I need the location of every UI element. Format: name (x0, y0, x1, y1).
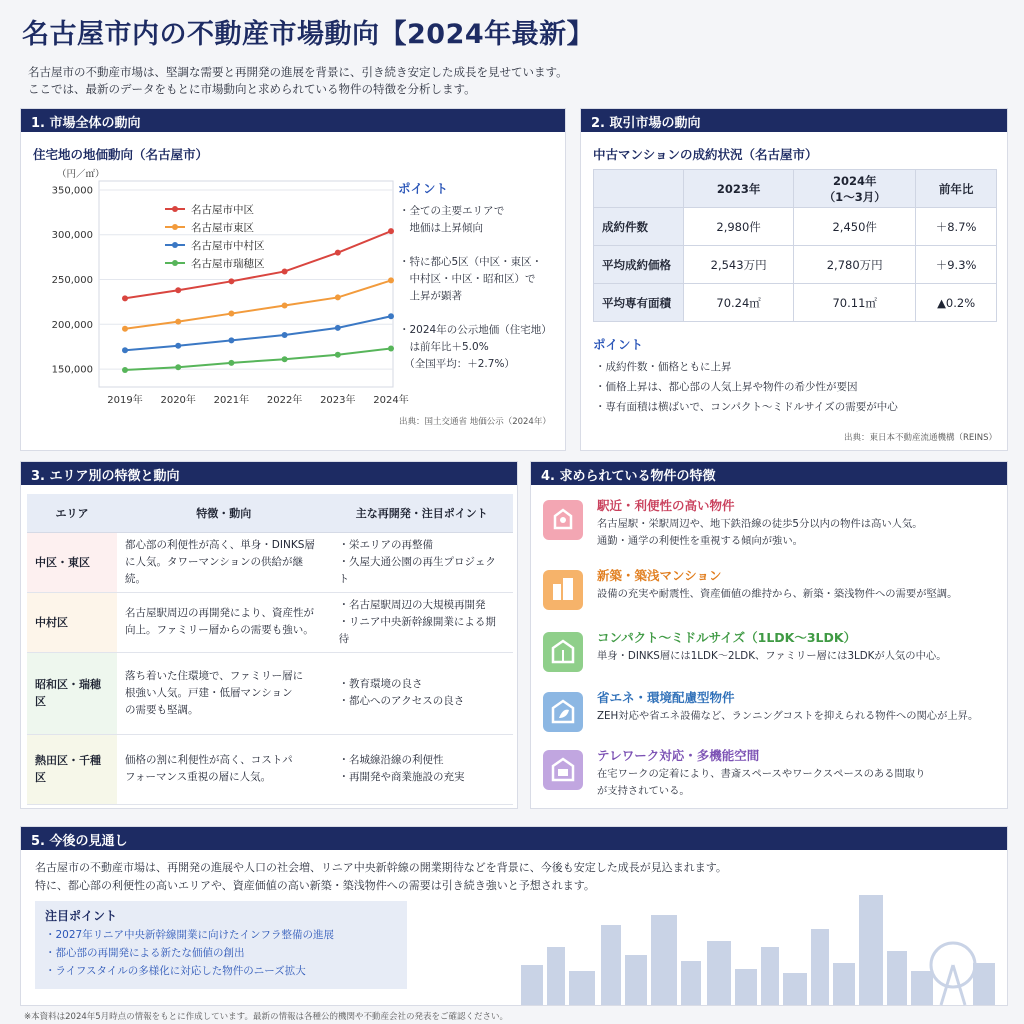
area-points: ・名城線沿線の利便性 ・再開発や商業施設の充実 (331, 734, 513, 804)
table-row (27, 532, 513, 592)
data-point (228, 311, 234, 317)
point-line: 上昇が顕著 (399, 290, 462, 302)
area-points: ・教育環境の良さ ・都心へのアクセスの良さ (331, 652, 513, 734)
y-tick-label: 350,000 (51, 185, 93, 197)
table-row (27, 734, 513, 804)
point-title: ポイント (593, 337, 644, 352)
table-cell: ▲0.2% (916, 284, 997, 322)
feature-title: 駅近・利便性の高い物件 (597, 498, 735, 513)
point-line: は前年比＋5.0% (399, 341, 489, 353)
data-point (388, 345, 394, 351)
data-point (175, 364, 181, 370)
building-icon (543, 570, 583, 610)
data-point (335, 352, 341, 358)
table-cell: ＋9.3% (916, 246, 997, 284)
page-title: 名古屋市内の不動産市場動向【2024年最新】 (22, 19, 595, 50)
section-header: 1. 市場全体の動向 (21, 109, 565, 132)
data-point (388, 313, 394, 319)
area-feature: 落ち着いた住環境で、ファミリー層に 根強い人気。戸建・低層マンション の需要も堅調。 (117, 652, 331, 734)
feature-title: 新築・築浅マンション (597, 568, 722, 583)
area-feature: 都心部の利便性が高く、単身・DINKS層 に人気。タワーマンションの供給が継続。 (117, 532, 331, 592)
point-line: ・専有面積は横ばいで、コンパクト〜ミドルサイズの需要が中心 (595, 401, 898, 413)
data-point (122, 367, 128, 373)
feature-body: ZEH対応や省エネ設備など、ランニングコストを抑えられる物件への関心が上昇。 (597, 710, 979, 722)
table-row (594, 208, 997, 246)
data-point (335, 250, 341, 256)
y-axis-label: （円／㎡） (57, 169, 105, 180)
legend-marker (172, 242, 178, 248)
data-point (335, 325, 341, 331)
floorplan-icon (543, 632, 583, 672)
table-cell: 2,543万円 (684, 246, 794, 284)
data-point (282, 268, 288, 274)
data-point (388, 228, 394, 234)
area-feature: 価格の割に利便性が高く、コストパ フォーマンス重視の層に人気。 (117, 734, 331, 804)
point-line: ・2024年の公示地価（住宅地） (399, 324, 552, 336)
focus-item: ・2027年リニア中央新幹線開業に向けたインフラ整備の進展 (45, 929, 335, 941)
data-point (228, 278, 234, 284)
data-point (388, 277, 394, 283)
outlook-card (20, 826, 1008, 1006)
point-line: 中村区・中区・昭和区）で (399, 273, 536, 285)
col-header: 特徴・動向 (117, 494, 331, 532)
feature-title: テレワーク対応・多機能空間 (597, 748, 760, 763)
section-header: 3. エリア別の特徴と動向 (21, 462, 517, 485)
point-line: ・成約件数・価格ともに上昇 (595, 361, 732, 373)
table-cell: 70.11㎡ (794, 284, 916, 322)
table-cell: 2,980件 (684, 208, 794, 246)
focus-item: ・ライフスタイルの多様化に対応した物件のニーズ拡大 (45, 965, 306, 977)
chart-subtitle: 住宅地の地価動向（名古屋市） (33, 147, 209, 162)
market-overview-card (20, 108, 566, 451)
feature-body: 単身・DINKS層には1LDK〜2LDK、ファミリー層には3LDKが人気の中心。 (597, 650, 947, 662)
focus-title: 注目ポイント (45, 909, 118, 923)
area-name: 熱田区・千種区 (27, 734, 117, 804)
row-label: 成約件数 (594, 208, 684, 246)
point-line: ・全ての主要エリアで (399, 205, 505, 217)
land-price-chart (21, 169, 409, 439)
table-corner (594, 170, 684, 208)
data-point (175, 319, 181, 325)
table-row (27, 652, 513, 734)
y-tick-label: 150,000 (51, 364, 93, 376)
focus-list (45, 926, 397, 980)
source-note: 出典：国土交通省 地価公示（2024年） (399, 417, 551, 427)
data-point (122, 347, 128, 353)
point-list (399, 203, 552, 373)
transaction-table (593, 169, 997, 322)
legend-marker (172, 260, 178, 266)
legend-label: 名古屋市東区 (191, 222, 254, 234)
data-point (282, 302, 288, 308)
area-table (27, 494, 513, 805)
area-points: ・栄エリアの再整備 ・久屋大通公園の再生プロジェクト (331, 532, 513, 592)
data-point (175, 343, 181, 349)
footnote: ※本資料は2024年5月時点の情報をもとに作成しています。最新の情報は各種公的機関や不動産会社の発表をご確認ください。 (24, 1012, 508, 1022)
col-header: 2023年 (684, 170, 794, 208)
area-name: 中村区 (27, 592, 117, 652)
table-row (594, 284, 997, 322)
area-features-card (20, 461, 518, 809)
data-point (175, 287, 181, 293)
feature-title: コンパクト〜ミドルサイズ（1LDK〜3LDK） (597, 630, 857, 645)
row-label: 平均成約価格 (594, 246, 684, 284)
table-subtitle: 中古マンションの成約状況（名古屋市） (593, 147, 818, 162)
data-point (228, 337, 234, 343)
outlook-line: 特に、都心部の利便性の高いエリアや、資産価値の高い新築・築浅物件への需要は引き続き強いと予想されます。 (35, 879, 595, 892)
focus-box (35, 901, 407, 989)
table-cell: 2,780万円 (794, 246, 916, 284)
row-label: 平均専有面積 (594, 284, 684, 322)
x-tick-label: 2020年 (160, 395, 196, 406)
station-icon (543, 500, 583, 540)
section-header: 2. 取引市場の動向 (581, 109, 1007, 132)
point-list (595, 357, 898, 417)
point-line: 地価は上昇傾向 (399, 222, 483, 234)
x-tick-label: 2021年 (213, 395, 250, 406)
intro-line: 名古屋市の不動産市場は、堅調な需要と再開発の進展を背景に、引き続き安定した成長を見せています。 (28, 65, 568, 79)
legend-label: 名古屋市中区 (191, 204, 254, 216)
legend-marker (172, 224, 178, 230)
transaction-market-card (580, 108, 1008, 451)
point-line: ・特に都心5区（中区・東区・ (399, 256, 543, 268)
legend-marker (172, 206, 178, 212)
x-tick-label: 2023年 (320, 395, 356, 406)
point-line: ・価格上昇は、都心部の人気上昇や物件の希少性が要因 (595, 381, 858, 393)
col-header: 2024年 （1〜3月） (794, 170, 916, 208)
point-title: ポイント (398, 181, 449, 196)
eco-house-icon (543, 692, 583, 732)
skyline-illustration (521, 885, 1001, 1005)
area-points: ・名古屋駅周辺の大規模再開発 ・リニア中央新幹線開業による期待 (331, 592, 513, 652)
section-header: 5. 今後の見通し (21, 827, 1007, 850)
area-name: 中区・東区 (27, 532, 117, 592)
legend-label: 名古屋市瑞穂区 (191, 258, 265, 270)
feature-body: 設備の充実や耐震性、資産価値の維持から、新築・築浅物件への需要が堅調。 (597, 588, 958, 600)
intro-line: ここでは、最新のデータをもとに市場動向と求められている物件の特徴を分析します。 (28, 82, 476, 96)
y-tick-label: 200,000 (51, 319, 93, 331)
table-row (27, 592, 513, 652)
data-point (335, 294, 341, 300)
point-line: （全国平均：＋2.7%） (399, 358, 515, 370)
data-point (122, 295, 128, 301)
feature-body: 名古屋駅・栄駅周辺や、地下鉄沿線の徒歩5分以内の物件は高い人気。 通勤・通学の利便性を重視する傾向が強い。 (597, 518, 923, 547)
table-row (594, 246, 997, 284)
col-header: 主な再開発・注目ポイント (331, 494, 513, 532)
col-header: 前年比 (916, 170, 997, 208)
col-header: エリア (27, 494, 117, 532)
telework-icon (543, 750, 583, 790)
source-note: 出典：東日本不動産流通機構（REINS） (843, 433, 997, 443)
section-header: 4. 求められている物件の特徴 (531, 462, 1007, 485)
outlook-line: 名古屋市の不動産市場は、再開発の進展や人口の社会増、リニア中央新幹線の開業期待などを背景に、今後も安定した成長が見込まれます。 (35, 861, 727, 874)
y-tick-label: 300,000 (51, 230, 93, 242)
feature-title: 省エネ・環境配慮型物件 (597, 690, 735, 705)
data-point (282, 356, 288, 362)
data-point (122, 326, 128, 332)
data-point (228, 360, 234, 366)
y-tick-label: 250,000 (51, 275, 93, 287)
table-cell: ＋8.7% (916, 208, 997, 246)
x-tick-label: 2019年 (107, 395, 143, 406)
feature-body: 在宅ワークの定着により、書斎スペースやワークスペースのある間取り が支持されている。 (597, 768, 926, 797)
table-cell: 70.24㎡ (684, 284, 794, 322)
area-feature: 名古屋駅周辺の再開発により、資産性が 向上。ファミリー層からの需要も強い。 (117, 592, 331, 652)
table-cell: 2,450件 (794, 208, 916, 246)
area-name: 昭和区・瑞穂区 (27, 652, 117, 734)
intro-text (28, 64, 568, 98)
x-tick-label: 2022年 (266, 395, 303, 406)
desired-property-card (530, 461, 1008, 809)
data-point (282, 332, 288, 338)
x-tick-label: 2024年 (373, 395, 409, 406)
legend-label: 名古屋市中村区 (191, 240, 265, 252)
focus-item: ・都心部の再開発による新たな価値の創出 (45, 947, 245, 959)
